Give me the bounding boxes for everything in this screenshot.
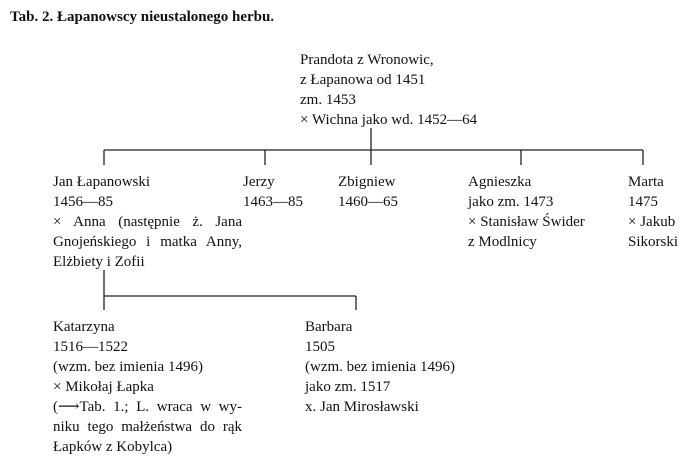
person-line: 1463—85	[243, 194, 303, 210]
person-line: z Łapanowa od 1451	[300, 72, 426, 88]
person-jerzy	[243, 172, 303, 212]
person-line: Jerzy	[243, 174, 275, 190]
person-line: Zbigniew	[338, 174, 396, 190]
person-line: z Modlnicy	[468, 234, 537, 250]
person-agnieszka	[468, 172, 585, 252]
person-line: Łapków z Kobylca)	[53, 439, 173, 455]
person-line: Barbara	[305, 319, 353, 335]
person-line: 1505	[305, 339, 335, 355]
person-line: Agnieszka	[468, 174, 532, 190]
person-line: 1475	[628, 194, 658, 210]
person-katarzyna	[53, 317, 242, 457]
person-line: Prandota z Wronowic,	[300, 52, 434, 68]
person-line: zm. 1453	[300, 92, 356, 108]
person-line: × Stanisław Świder	[468, 214, 585, 230]
person-line: 1460—65	[338, 194, 398, 210]
person-line: Katarzyna	[53, 319, 115, 335]
person-line: Sikorski	[628, 234, 679, 250]
person-line: × Mikołaj Łapka	[53, 379, 154, 395]
person-line: Elżbiety i Zofii	[53, 254, 145, 270]
person-line: × Anna (następnie ż. Jana	[53, 214, 242, 230]
person-line: x. Jan Mirosławski	[305, 399, 419, 415]
person-line: jako zm. 1517	[305, 379, 391, 395]
person-line: Gnojeńskiego i matka Anny,	[53, 234, 242, 250]
person-line: (wzm. bez imienia 1496)	[53, 359, 203, 375]
person-line: (wzm. bez imienia 1496)	[305, 359, 455, 375]
person-line: 1456—85	[53, 194, 113, 210]
person-line: (⟶Tab. 1.; L. wraca w wy-	[53, 399, 242, 415]
person-line: × Wichna jako wd. 1452—64	[300, 112, 478, 128]
person-zbigniew	[338, 172, 398, 212]
person-line: jako zm. 1473	[468, 194, 554, 210]
person-line: niku tego małżeństwa do rąk	[53, 419, 242, 435]
person-marta	[628, 172, 678, 252]
person-barbara	[305, 317, 455, 417]
person-prandota	[300, 50, 477, 130]
person-line: Marta	[628, 174, 664, 190]
person-jan	[53, 172, 242, 272]
person-line: Jan Łapanowski	[53, 174, 151, 190]
person-line: 1516—1522	[53, 339, 128, 355]
table-title: Tab. 2. Łapanowscy nieustalonego herbu.	[10, 9, 275, 25]
person-line: × Jakub	[628, 214, 676, 230]
